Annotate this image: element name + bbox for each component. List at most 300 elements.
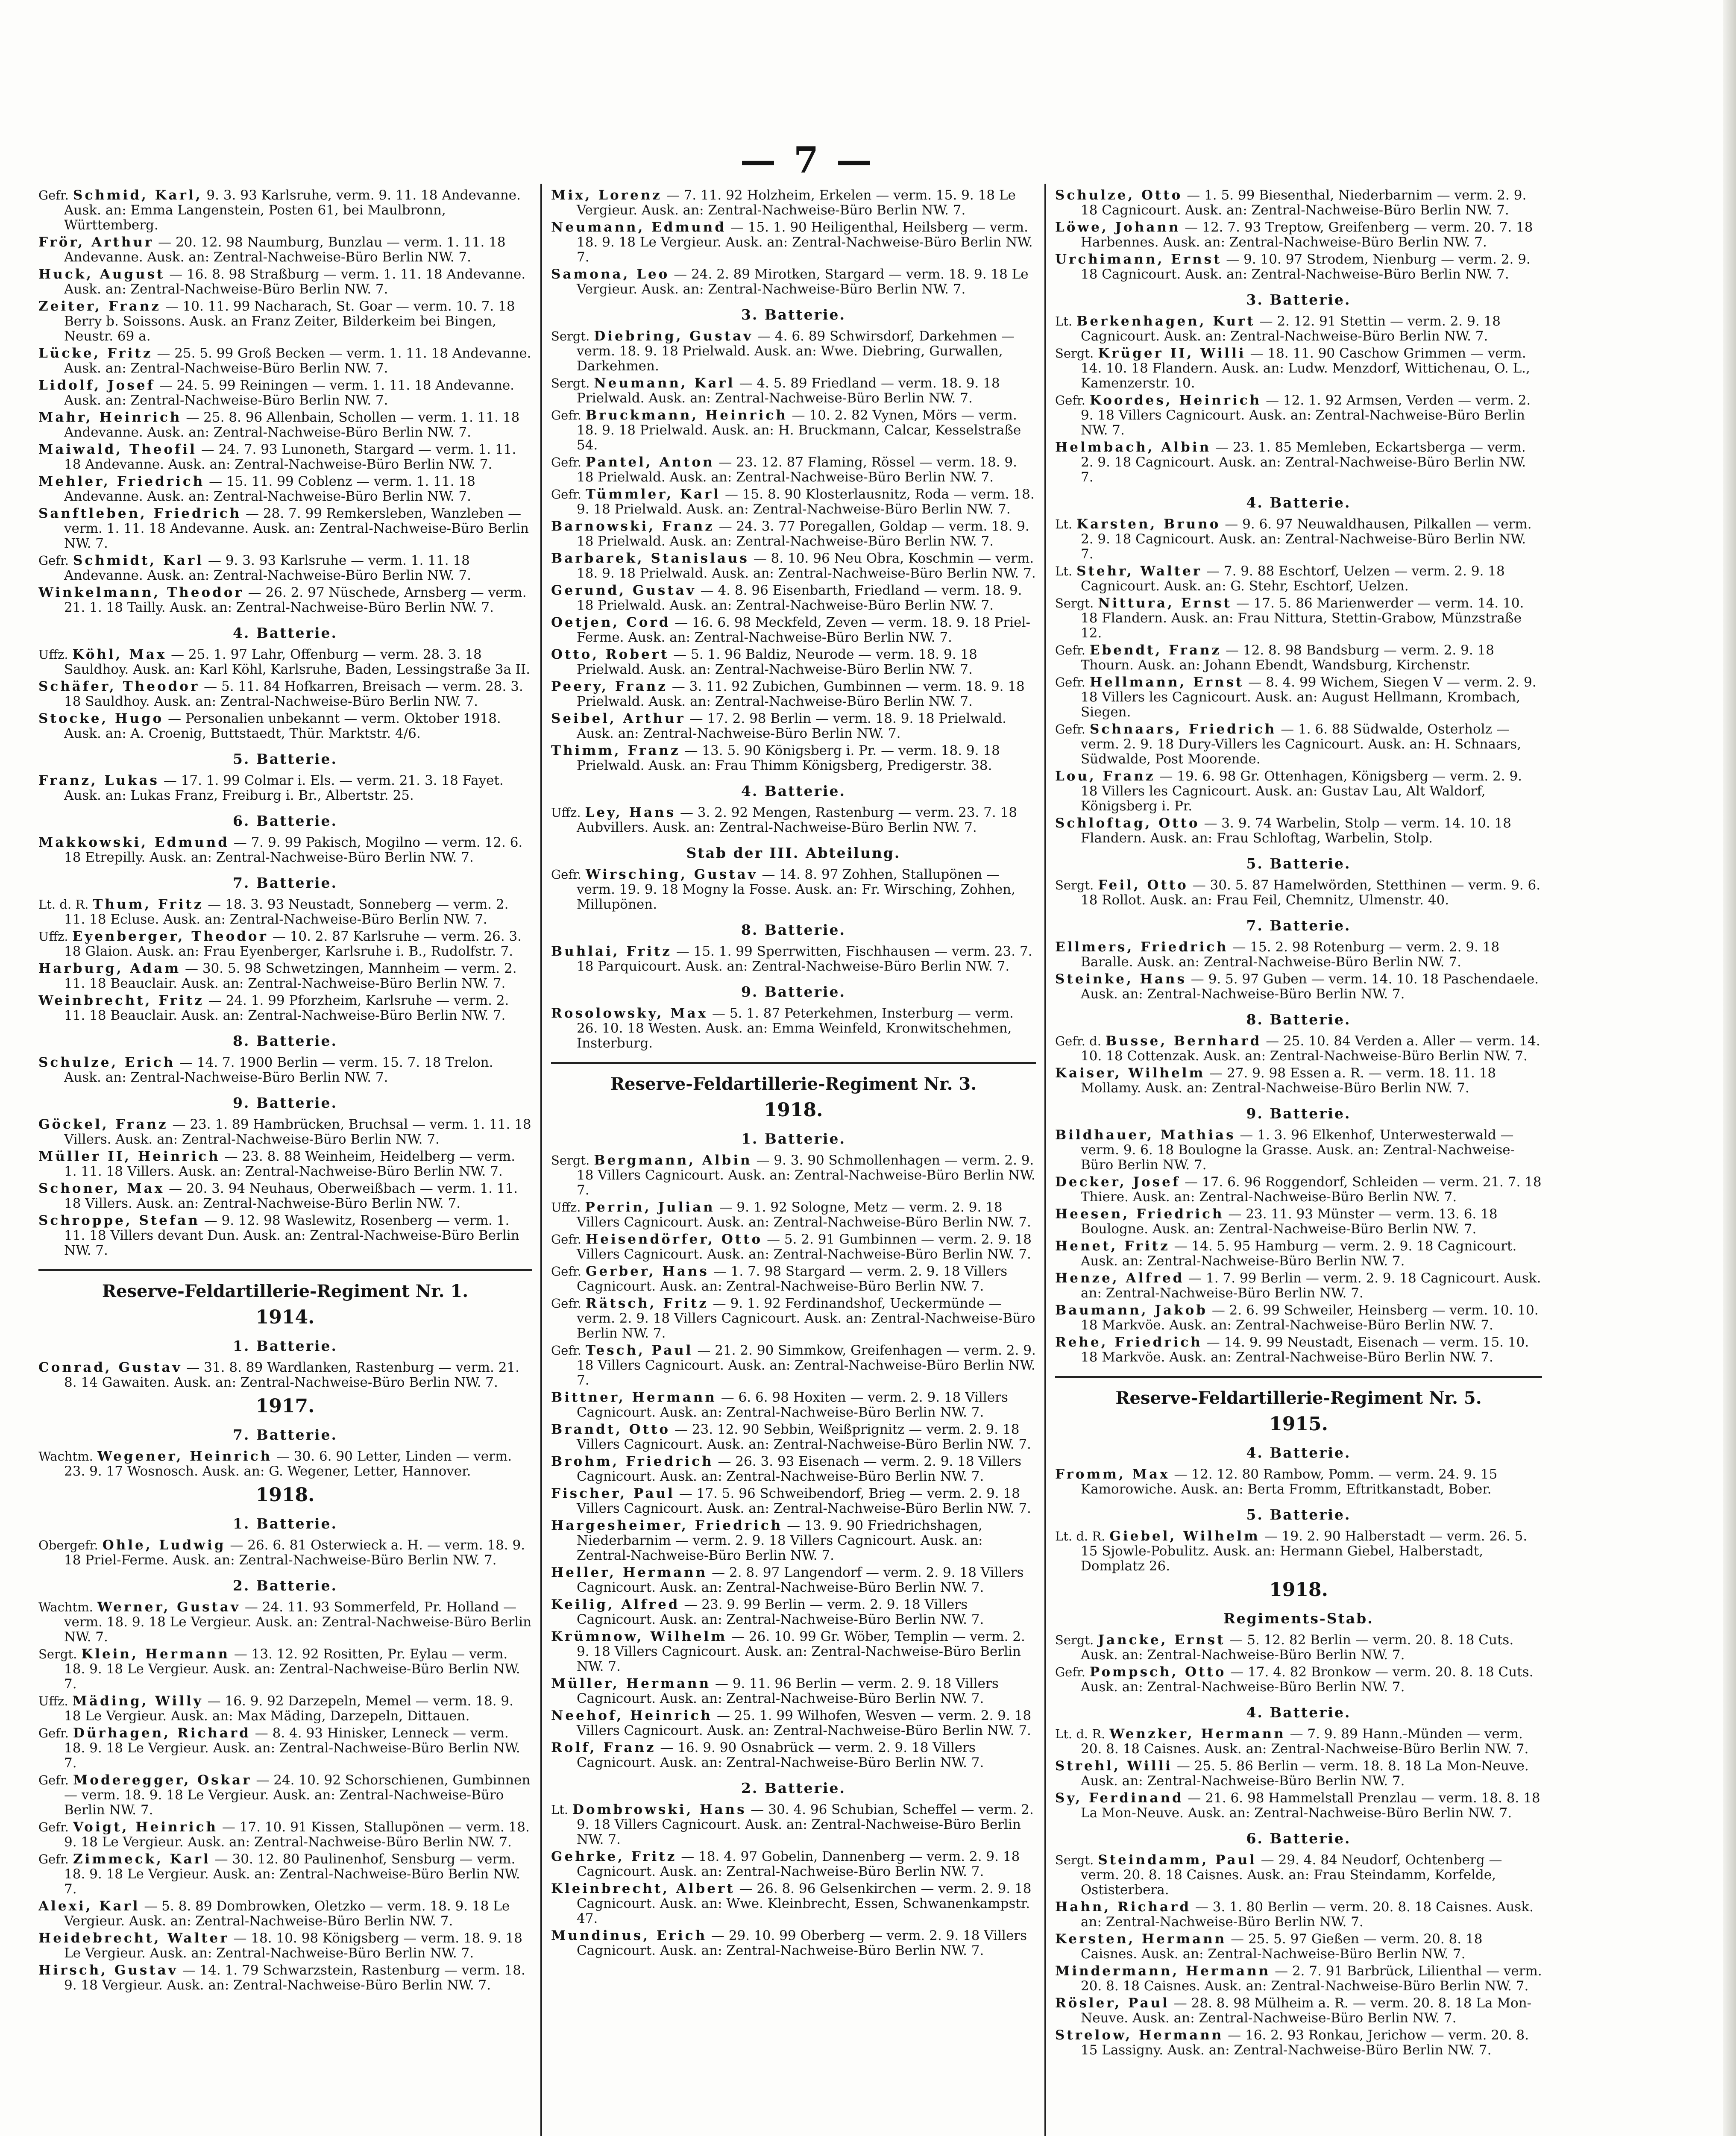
entry-details: — 9. 3. 93 Karlsruhe — verm. 1. 11. 18 Andevanne. Ausk. an: Zentral-Nachweise-Büro Berlin NW. 7. [64,553,472,583]
casualty-entry [551,376,1036,406]
entry-name: Nittura, Ernst [1098,596,1232,611]
entry-name: Neumann, Edmund [551,220,727,235]
entry-details: — 3. 9. 74 Warbelin, Stolp — verm. 14. 10. 18 Flandern. Ausk. an: Frau Schloftag, Warbelin, Stolp. [1081,816,1511,846]
entry-rank: Gefr. [1055,675,1085,690]
entry-name: Klein, Hermann [81,1646,230,1662]
entry-details: — 7. 9. 89 Hann.-Münden — verm. 20. 8. 18 Caisnes. Ausk. an: Zentral-Nachweise-Büro Berlin NW. 7. [1081,1726,1529,1757]
entry-rank: Gefr. [1055,643,1085,657]
entry-name: Fromm, Max [1055,1467,1170,1482]
casualty-entry [1055,596,1542,641]
entry-rank: Lt. [1055,517,1073,531]
casualty-entry [38,929,532,959]
entry-details: — 28. 7. 99 Remkersleben, Wanzleben — verm. 1. 11. 18 Andevanne. Ausk. an: Zentral-Nachweise-Büro Berlin NW. 7. [64,506,529,551]
entry-details: — 21. 2. 90 Simmkow, Greifenhagen — verm. 2. 9. 18 Villers Cagnicourt. Ausk. an: Zentral-Nachweise-Büro Berlin NW. 7. [577,1343,1036,1388]
section-rule [38,1269,532,1271]
entry-rank: Uffz. [38,647,68,662]
entry-name: Lücke, Fritz [38,346,153,361]
entry-details: — 24. 10. 92 Schorschienen, Gumbinnen — verm. 18. 9. 18 Le Vergieur. Ausk. an: Zentral-Nachweise-Büro Berlin NW. 7. [64,1772,531,1818]
entry-name: Krüger II, Willi [1098,346,1246,361]
casualty-entry [38,897,532,927]
casualty-entry [551,1881,1036,1926]
entry-name: Jancke, Ernst [1098,1632,1226,1648]
scan-edge [1723,0,1736,2136]
entry-name: Neumann, Karl [594,376,735,391]
entry-name: Wenzker, Hermann [1109,1726,1286,1742]
entry-name: Zeiter, Franz [38,299,161,314]
entry-details: — 25. 10. 84 Verden a. Aller — verm. 14. 10. 18 Cottenzak. Ausk. an: Zentral-Nachweise-Büro Berlin NW. 7. [1081,1033,1540,1064]
entry-name: Löwe, Johann [1055,220,1181,235]
entry-name: Maiwald, Theofil [38,442,197,457]
column-2 [551,188,1036,2136]
entry-name: Urchimann, Ernst [1055,252,1222,267]
entry-details: — 25. 8. 96 Allenbain, Schollen — verm. 1. 11. 18 Andevanne. Ausk. an: Zentral-Nachweise-Büro Berlin NW. 7. [64,410,520,440]
entry-details: — 23. 9. 99 Berlin — verm. 2. 9. 18 Villers Cagnicourt. Ausk. an: Zentral-Nachweise-Büro Berlin NW. 7. [577,1597,984,1627]
casualty-entry [551,551,1036,581]
casualty-entry [38,1449,532,1479]
entry-name: Rösler, Paul [1055,1995,1170,2011]
casualty-entry [551,519,1036,549]
entry-name: Dürhagen, Richard [73,1725,251,1741]
casualty-entry [1055,1303,1542,1333]
entry-name: Hirsch, Gustav [38,1963,178,1978]
entry-rank: Lt. d. R. [38,897,89,912]
entry-name: Bittner, Hermann [551,1390,717,1405]
battery-heading: 5. Batterie. [1246,855,1351,872]
casualty-entry [1055,564,1542,594]
entry-name: Mäding, Willy [72,1693,203,1709]
entry-details: — 26. 10. 99 Gr. Wöber, Templin — verm. 2. 9. 18 Villers Cagnicourt. Ausk. an: Zentral-Nachweise-Büro Berlin NW. 7. [577,1629,1025,1674]
entry-details: — 18. 11. 90 Caschow Grimmen — verm. 14. 10. 18 Flandern. Ausk. an: Ludw. Menzdorf, Wittichenau, O. L., Kamenzerstr. 10. [1081,346,1530,391]
entry-details: — 5. 1. 96 Baldiz, Neurode — verm. 18. 9. 18 Prielwald. Ausk. an: Zentral-Nachweise-Büro Berlin NW. 7. [577,647,977,677]
entry-details: — 23. 12. 87 Flaming, Rössel — verm. 18. 9. 18 Prielwald. Ausk. an: Zentral-Nachweise-Büro Berlin NW. 7. [577,455,1017,485]
entry-name: Franz, Lukas [38,773,159,788]
entry-rank: Gefr. [38,1773,69,1787]
casualty-entry [38,679,532,709]
entry-name: Mix, Lorenz [551,188,662,203]
entry-name: Ebendt, Franz [1089,643,1222,658]
battery-heading: 7. Batterie. [232,1426,338,1443]
casualty-entry [1055,1964,1542,1994]
entry-details: — 2. 8. 97 Langendorf — verm. 2. 9. 18 Villers Cagnicourt. Ausk. an: Zentral-Nachweise-Büro Berlin NW. 7. [577,1565,1024,1595]
entry-rank: Lt. [1055,314,1073,329]
entry-details: — 17. 10. 91 Kissen, Stallupönen — verm. 18. 9. 18 Le Vergieur. Ausk. an: Zentral-Nachweise-Büro Berlin NW. 7. [64,1819,530,1850]
entry-name: Weinbrecht, Fritz [38,993,204,1008]
entry-name: Tesch, Paul [585,1343,693,1358]
entry-rank: Gefr. [38,188,69,202]
casualty-entry [1055,220,1542,250]
entry-name: Dombrowski, Hans [572,1802,747,1817]
entry-details: — 10. 2. 82 Vynen, Mörs — verm. 18. 9. 18 Prielwald. Ausk. an: H. Bruckmann, Calcar, Kesselstraße 54. [577,408,1021,453]
entry-name: Mahr, Heinrich [38,410,182,425]
entry-name: Rolf, Franz [551,1740,656,1755]
entry-rank: Gefr. [551,1232,581,1247]
entry-details: — 25. 1. 97 Lahr, Offenburg — verm. 28. 3. 18 Sauldhoy. Ausk. an: Karl Köhl, Karlsruhe, Baden, Lessingstraße 3a II. [64,647,531,677]
entry-name: Schmid, Karl, [73,188,202,203]
casualty-entry [551,1296,1036,1341]
entry-details: — 26. 6. 81 Osterwieck a. H. — verm. 18. 9. 18 Priel-Ferme. Ausk. an: Zentral-Nachweise-Büro Berlin NW. 7. [64,1537,525,1568]
casualty-entry [1055,940,1542,970]
entry-details: — 19. 2. 90 Halberstadt — verm. 26. 5. 15 Sjowle-Pobulitz. Ausk. an: Hermann Giebel, Halberstadt, Domplatz 26. [1081,1529,1528,1574]
entry-name: Moderegger, Oskar [73,1772,252,1788]
casualty-entry [38,235,532,265]
entry-name: Conrad, Gustav [38,1360,182,1375]
entry-rank: Wachtm. [38,1449,93,1464]
casualty-entry [1055,1727,1542,1757]
casualty-entry [1055,2028,1542,2058]
casualty-entry [551,711,1036,741]
entry-details: — 8. 10. 96 Neu Obra, Koschmin — verm. 18. 9. 18 Prielwald. Ausk. an: Zentral-Nachweise-Büro Berlin NW. 7. [577,551,1036,581]
entry-details: — 9. 1. 92 Ferdinandshof, Ueckermünde — verm. 2. 9. 18 Villers Cagnicourt. Ausk. an: Zentral-Nachweise-Büro Berlin NW. 7. [577,1296,1035,1341]
entry-name: Köhl, Max [72,647,167,662]
entry-rank: Gefr. [551,455,581,469]
entry-rank: Gefr. [551,1296,581,1311]
entry-name: Tümmler, Karl [585,487,721,502]
entry-name: Ohle, Ludwig [102,1537,226,1553]
entry-details: — 25. 5. 86 Berlin — verm. 18. 8. 18 La Mon-Neuve. Ausk. an: Zentral-Nachweise-Büro Berlin NW. 7. [1081,1758,1529,1789]
casualty-entry [551,679,1036,709]
casualty-entry [551,1518,1036,1563]
casualty-entry [38,299,532,344]
casualty-entry [1055,1996,1542,2026]
entry-name: Schroppe, Stefan [38,1213,200,1228]
entry-details: — 24. 7. 93 Lunoneth, Stargard — verm. 1. 11. 18 Andevanne. Ausk. an: Zentral-Nachweise-Büro Berlin NW. 7. [64,442,516,472]
casualty-entry [38,553,532,583]
casualty-entry [551,1740,1036,1770]
casualty-entry [38,506,532,551]
entry-name: Mindermann, Hermann [1055,1963,1271,1979]
column-divider-right [1044,184,1046,2136]
entry-name: Gerund, Gustav [551,583,696,598]
entry-name: Henze, Alfred [1055,1270,1185,1286]
entry-details: — 12. 8. 98 Bandsburg — verm. 2. 9. 18 Thourn. Ausk. an: Johann Ebendt, Wandsburg, Kirchenstr. [1081,643,1494,673]
entry-name: Winkelmann, Theodor [38,585,244,600]
casualty-entry [1055,1128,1542,1173]
entry-rank: Gefr. [551,487,581,502]
entry-details: — 13. 5. 90 Königsberg i. Pr. — verm. 18. 9. 18 Prielwald. Ausk. an: Frau Thimm Königsberg, Predigerstr. 38. [577,743,1000,773]
casualty-entry [551,1153,1036,1198]
entry-name: Wirsching, Gustav [585,867,758,882]
entry-name: Ley, Hans [585,805,676,820]
battery-heading: 4. Batterie. [741,783,846,799]
entry-details: — 23. 1. 85 Memleben, Eckartsberga — verm. 2. 9. 18 Cagnicourt. Ausk. an: Zentral-Nachweise-Büro Berlin NW. 7. [1081,440,1526,485]
entry-name: Wegener, Heinrich [97,1449,273,1464]
entry-details: — 17. 5. 96 Schweibendorf, Brieg — verm. 2. 9. 18 Villers Cagnicourt. Ausk. an: Zentral-Nachweise-Büro Berlin NW. 7. [577,1486,1031,1516]
entry-details: — 14. 1. 79 Schwarzstein, Rastenburg — verm. 18. 9. 18 Vergieur. Ausk. an: Zentral-Nachweise-Büro Berlin NW. 7. [64,1963,525,1993]
casualty-entry [38,442,532,472]
entry-details: — 24. 1. 99 Pforzheim, Karlsruhe — verm. 2. 11. 18 Beauclair. Ausk. an: Zentral-Nachweise-Büro Berlin NW. 7. [64,993,509,1023]
casualty-entry [551,1928,1036,1958]
casualty-entry [38,1647,532,1692]
casualty-entry [551,743,1036,773]
casualty-entry [551,1232,1036,1262]
entry-details: — 12. 12. 80 Rambow, Pomm. — verm. 24. 9. 15 Kamorowiche. Ausk. an: Berta Fromm, Eftritkanstadt, Bober. [1081,1467,1498,1497]
casualty-entry [551,1343,1036,1388]
entry-name: Huck, August [38,267,165,282]
entry-name: Brandt, Otto [551,1422,671,1437]
column-1 [38,188,532,2136]
entry-details: — 26. 8. 96 Gelsenkirchen — verm. 2. 9. 18 Cagnicourt. Ausk. an: Wwe. Kleinbrecht, Essen, Schwanenkampstr. 47. [577,1881,1032,1926]
entry-details: — 9. 12. 98 Waslewitz, Rosenberg — verm. 1. 11. 18 Villers devant Dun. Ausk. an: Zentral-Nachweise-Büro Berlin NW. 7. [64,1213,519,1258]
casualty-entry [551,1454,1036,1484]
regiment-heading: Reserve-Feldartillerie-Regiment Nr. 3. [610,1074,977,1094]
battery-heading: 2. Batterie. [741,1780,846,1796]
entry-rank: Lt. [1055,564,1073,578]
entry-name: Helmbach, Albin [1055,440,1211,455]
casualty-entry [551,944,1036,974]
casualty-entry [38,1538,532,1568]
casualty-entry [1055,346,1542,391]
entry-rank: Sergt. [1055,346,1094,361]
section-rule [1055,1376,1542,1378]
entry-details: — 5. 1. 87 Peterkehmen, Insterburg — verm. 26. 10. 18 Westen. Ausk. an: Emma Weinfeld, Kronwitschehmen, Insterburg. [577,1006,1014,1051]
entry-name: Schulze, Erich [38,1055,176,1070]
entry-details: — 1. 5. 99 Biesenthal, Niederbarnim — verm. 2. 9. 18 Cagnicourt. Ausk. an: Zentral-Nachweise-Büro Berlin NW. 7. [1081,188,1527,218]
year-heading: 1917. [255,1395,315,1417]
entry-name: Hahn, Richard [1055,1899,1191,1915]
battery-heading: 3. Batterie. [1246,291,1351,308]
entry-name: Rehe, Friedrich [1055,1335,1202,1350]
casualty-entry [551,455,1036,485]
entry-rank: Gefr. [551,1264,581,1279]
battery-heading: 8. Batterie. [1246,1011,1351,1028]
entry-details: — 23. 8. 88 Weinheim, Heidelberg — verm. 1. 11. 18 Villers. Ausk. an: Zentral-Nachweise-Büro Berlin NW. 7. [64,1149,516,1179]
entry-details: — 26. 3. 93 Eisenach — verm. 2. 9. 18 Villers Cagnicourt. Ausk. an: Zentral-Nachweise-Büro Berlin NW. 7. [577,1454,1022,1484]
entry-details: — 18. 3. 93 Neustadt, Sonneberg — verm. 2. 11. 18 Ecluse. Ausk. an: Zentral-Nachweise-Büro Berlin NW. 7. [64,897,509,927]
entry-rank: Sergt. [551,1153,590,1168]
entry-rank: Sergt. [551,376,590,390]
casualty-entry [551,1565,1036,1595]
entry-details: — 3. 2. 92 Mengen, Rastenburg — verm. 23. 7. 18 Aubvillers. Ausk. an: Zentral-Nachweise-Büro Berlin NW. 7. [577,805,1018,835]
entry-name: Alexi, Karl [38,1898,140,1914]
entry-rank: Sergt. [1055,878,1094,892]
entry-name: Steinke, Hans [1055,971,1187,987]
entry-details: — 14. 7. 1900 Berlin — verm. 15. 7. 18 Trelon. Ausk. an: Zentral-Nachweise-Büro Berlin NW. 7. [64,1055,493,1085]
entry-rank: Uffz. [551,805,581,820]
entry-details: — 2. 12. 91 Stettin — verm. 2. 9. 18 Cagnicourt. Ausk. an: Zentral-Nachweise-Büro Berlin NW. 7. [1081,314,1501,344]
entry-name: Strehl, Willi [1055,1758,1173,1774]
casualty-entry [551,220,1036,265]
entry-name: Strelow, Hermann [1055,2027,1224,2043]
casualty-entry [38,1600,532,1645]
casualty-entry [1055,1900,1542,1930]
entry-name: Giebel, Wilhelm [1109,1529,1260,1544]
casualty-entry [1055,878,1542,908]
entry-name: Barbarek, Stanislaus [551,551,749,566]
entry-rank: Gefr. [38,1820,69,1834]
entry-details: — 17. 1. 99 Colmar i. Els. — verm. 21. 3. 18 Fayet. Ausk. an: Lukas Franz, Freiburg i. Br., Albertstr. 25. [64,773,504,803]
entry-name: Werner, Gustav [97,1599,241,1615]
entry-details: — 15. 1. 90 Heiligenthal, Heilsberg — verm. 18. 9. 18 Le Vergieur. Ausk. an: Zentral-Nachweise-Büro Berlin NW. 7. [577,220,1033,265]
entry-name: Stehr, Walter [1076,563,1202,579]
casualty-entry [551,267,1036,297]
entry-details: — 29. 4. 84 Neudorf, Ochtenberg — verm. 20. 8. 18 Caisnes. Ausk. an: Frau Steindamm, Korfelde, Ostisterbera. [1081,1852,1502,1898]
entry-details: — 5. 2. 91 Gumbinnen — verm. 2. 9. 18 Villers Cagnicourt. Ausk. an: Zentral-Nachweise-Büro Berlin NW. 7. [577,1232,1032,1262]
entry-details: — 3. 11. 92 Zubichen, Gumbinnen — verm. 18. 9. 18 Prielwald. Ausk. an: Zentral-Nachweise-Büro Berlin NW. 7. [577,679,1025,709]
entry-name: Bruckmann, Heinrich [585,408,788,423]
entry-name: Lou, Franz [1055,769,1155,784]
entry-details: — 9. 6. 97 Neuwaldhausen, Pilkallen — verm. 2. 9. 18 Cagnicourt. Ausk. an: Zentral-Nachweise-Büro Berlin NW. 7. [1081,516,1532,562]
entry-details: — 20. 3. 94 Neuhaus, Oberweißbach — verm. 1. 11. 18 Villers. Ausk. an: Zentral-Nachweise-Büro Berlin NW. 7. [64,1181,518,1211]
entry-name: Neehof, Heinrich [551,1708,713,1723]
year-heading: 1918. [764,1099,823,1121]
entry-details: — 9. 1. 92 Sologne, Metz — verm. 2. 9. 18 Villers Cagnicourt. Ausk. an: Zentral-Nachweise-Büro Berlin NW. 7. [577,1200,1031,1230]
casualty-entry [38,1149,532,1179]
entry-rank: Lt. [551,1802,569,1817]
entry-name: Hellmann, Ernst [1089,675,1244,690]
casualty-entry [38,410,532,440]
casualty-entry [1055,517,1542,562]
casualty-entry [551,329,1036,374]
casualty-entry [1055,1853,1542,1898]
casualty-entry [551,1597,1036,1627]
entry-rank: Gefr. [1055,393,1085,408]
entry-name: Berkenhagen, Kurt [1076,314,1255,329]
casualty-entry [38,267,532,297]
casualty-entry [1055,1239,1542,1269]
entry-details: — 23. 1. 89 Hambrücken, Bruchsal — verm. 1. 11. 18 Villers. Ausk. an: Zentral-Nachweise-Büro Berlin NW. 7. [64,1117,531,1147]
battery-heading: 4. Batterie. [232,625,338,641]
entry-details: — 6. 6. 98 Hoxiten — verm. 2. 9. 18 Villers Cagnicourt. Ausk. an: Zentral-Nachweise-Büro Berlin NW. 7. [577,1390,1008,1420]
casualty-entry [1055,393,1542,438]
entry-name: Karsten, Bruno [1076,516,1221,532]
entry-name: Perrin, Julian [585,1200,715,1215]
entry-name: Keilig, Alfred [551,1597,680,1612]
battery-heading: Regiments-Stab. [1223,1610,1374,1627]
casualty-entry [1055,1034,1542,1064]
regiment-heading: Reserve-Feldartillerie-Regiment Nr. 1. [102,1281,469,1301]
casualty-entry [1055,1207,1542,1237]
casualty-entry [38,711,532,741]
entry-rank: Sergt. [1055,596,1094,610]
entry-details: — 18. 10. 98 Königsberg — verm. 18. 9. 18 Le Vergieur. Ausk. an: Zentral-Nachweise-Büro Berlin NW. 7. [64,1931,522,1961]
casualty-entry [551,1422,1036,1452]
battery-heading: 9. Batterie. [1246,1105,1351,1122]
casualty-entry [1055,972,1542,1002]
entry-name: Mundinus, Erich [551,1928,707,1943]
casualty-entry [551,1006,1036,1051]
entry-rank: Gefr. [38,553,69,568]
entry-name: Diebring, Gustav [594,329,754,344]
entry-details: — 16. 8. 98 Straßburg — verm. 1. 11. 18 Andevanne. Ausk. an: Zentral-Nachweise-Büro Berlin NW. 7. [64,267,526,297]
entry-name: Rosolowsky, Max [551,1006,708,1021]
year-heading: 1918. [1269,1579,1328,1601]
entry-name: Rätsch, Fritz [585,1296,709,1311]
casualty-entry [38,773,532,803]
entry-details: — 25. 1. 99 Wilhofen, Wesven — verm. 2. 9. 18 Villers Cagnicourt. Ausk. an: Zentral-Nachweise-Büro Berlin NW. 7. [577,1708,1032,1738]
entry-rank: Lt. d. R. [1055,1727,1106,1741]
entry-details: — 15. 8. 90 Klosterlausnitz, Roda — verm. 18. 9. 18 Prielwald. Ausk. an: Zentral-Nachweise-Büro Berlin NW. 7. [577,487,1035,517]
entry-name: Decker, Josef [1055,1174,1181,1190]
entry-name: Thum, Fritz [93,897,204,912]
entry-name: Fischer, Paul [551,1486,675,1501]
entry-name: Otto, Robert [551,647,669,662]
casualty-entry [1055,1335,1542,1365]
entry-details: — 24. 5. 99 Reiningen — verm. 1. 11. 18 Andevanne. Ausk. an: Zentral-Nachweise-Büro Berlin NW. 7. [64,378,515,408]
casualty-entry [551,1390,1036,1420]
entry-name: Eyenberger, Theodor [72,929,268,944]
casualty-entry [551,487,1036,517]
battery-heading: Stab der III. Abteilung. [686,845,901,861]
casualty-entry [38,585,532,615]
entry-rank: Gefr. [551,1343,581,1358]
casualty-entry [1055,1529,1542,1574]
entry-details: — 4. 8. 96 Eisenbarth, Friedland — verm. 18. 9. 18 Prielwald. Ausk. an: Zentral-Nachweise-Büro Berlin NW. 7. [577,583,1022,613]
casualty-entry [551,408,1036,453]
entry-details: — 1. 3. 96 Elkenhof, Unterwesterwald — verm. 9. 6. 18 Boulogne la Grasse. Ausk. an: Zentral-Nachweise-Büro Berlin NW. 7. [1081,1127,1515,1173]
entry-name: Kleinbrecht, Albert [551,1881,735,1896]
casualty-entry [38,835,532,865]
entry-name: Heidebrecht, Walter [38,1931,229,1946]
casualty-entry [1055,722,1542,767]
entry-details: — 8. 4. 99 Wichem, Siegen V — verm. 2. 9. 18 Villers les Cagnicourt. Ausk. an: August Hellmann, Krombach, Siegen. [1081,675,1537,720]
casualty-entry [38,1360,532,1390]
entry-details: — 1. 6. 88 Südwalde, Osterholz — verm. 2. 9. 18 Dury-Villers les Cagnicourt. Ausk. an: H. Schnaars, Südwalde, Post Moorende. [1081,722,1522,767]
casualty-entry [38,1899,532,1929]
entry-details: — 14. 8. 97 Zohhen, Stallupönen — verm. 19. 9. 18 Mogny la Fosse. Ausk. an: Fr. Wirsching, Zohhen, Millupönen. [577,867,1015,912]
entry-details: — 15. 11. 99 Coblenz — verm. 1. 11. 18 Andevanne. Ausk. an: Zentral-Nachweise-Büro Berlin NW. 7. [64,474,475,504]
entry-name: Gehrke, Fritz [551,1849,677,1864]
entry-details: — 7. 9. 88 Eschtorf, Uelzen — verm. 2. 9. 18 Cagnicourt. Ausk. an: G. Stehr, Eschtorf, Uelzen. [1081,563,1505,594]
entry-name: Müller, Hermann [551,1676,711,1691]
entry-rank: Sergt. [38,1647,77,1661]
entry-details: — 21. 6. 98 Hammelstall Prenzlau — verm. 18. 8. 18 La Mon-Neuve. Ausk. an: Zentral-Nachweise-Büro Berlin NW. 7. [1081,1790,1540,1821]
entry-details: — 5. 11. 84 Hofkarren, Breisach — verm. 28. 3. 18 Sauldhoy. Ausk. an: Zentral-Nachweise-Büro Berlin NW. 7. [64,679,523,709]
entry-details: — 4. 5. 89 Friedland — verm. 18. 9. 18 Prielwald. Ausk. an: Zentral-Nachweise-Büro Berlin NW. 7. [577,376,1000,406]
entry-details: — 15. 2. 98 Rotenburg — verm. 2. 9. 18 Baralle. Ausk. an: Zentral-Nachweise-Büro Berlin NW. 7. [1081,939,1500,970]
entry-details: — 13. 12. 92 Rositten, Pr. Eylau — verm. 18. 9. 18 Le Vergieur. Ausk. an: Zentral-Nachweise-Büro Berlin NW. 7. [64,1646,520,1692]
entry-details: — 7. 9. 99 Pakisch, Mogilno — verm. 12. 6. 18 Etrepilly. Ausk. an: Zentral-Nachweise-Büro Berlin NW. 7. [64,835,523,865]
casualty-entry [551,615,1036,645]
entry-name: Mehler, Friedrich [38,474,205,489]
entry-name: Makkowski, Edmund [38,835,229,850]
battery-heading: 4. Batterie. [1246,1704,1351,1721]
battery-heading: 7. Batterie. [1246,917,1351,934]
entry-name: Heller, Hermann [551,1565,708,1580]
entry-details: — 30. 12. 80 Paulinenhof, Sensburg — verm. 18. 9. 18 Le Vergieur. Ausk. an: Zentral-Nachweise-Büro Berlin NW. 7. [64,1851,520,1897]
casualty-entry [38,647,532,677]
entry-name: Hargesheimer, Friedrich [551,1518,783,1533]
regiment-heading: Reserve-Feldartillerie-Regiment Nr. 5. [1115,1388,1482,1408]
casualty-entry [551,867,1036,912]
entry-name: Göckel, Franz [38,1117,168,1132]
entry-details: — 17. 5. 86 Marienwerder — verm. 14. 10. 18 Flandern. Ausk. an: Frau Nittura, Stettin-Grabow, Münzstraße 12. [1081,596,1524,641]
entry-name: Steindamm, Paul [1098,1852,1257,1868]
entry-name: Koordes, Heinrich [1089,393,1262,408]
casualty-entry [38,188,532,233]
entry-details: — 1. 7. 98 Stargard — verm. 2. 9. 18 Villers Cagnicourt. Ausk. an: Zentral-Nachweise-Büro Berlin NW. 7. [577,1264,1008,1294]
entry-name: Pantel, Anton [585,455,715,470]
entry-name: Henet, Fritz [1055,1238,1170,1254]
casualty-entry [38,1117,532,1147]
battery-heading: 5. Batterie. [1246,1506,1351,1523]
entry-details: — 23. 12. 90 Sebbin, Weißprignitz — verm. 2. 9. 18 Villers Cagnicourt. Ausk. an: Zentral-Nachweise-Büro Berlin NW. 7. [577,1422,1031,1452]
entry-rank: Gefr. [38,1726,69,1740]
casualty-entry [1055,1932,1542,1962]
entry-details: — 14. 5. 95 Hamburg — verm. 2. 9. 18 Cagnicourt. Ausk. an: Zentral-Nachweise-Büro Berlin NW. 7. [1081,1238,1517,1269]
entry-details: — 10. 11. 99 Nacharach, St. Goar — verm. 10. 7. 18 Berry b. Soissons. Ausk. an Franz Zeiter, Bilderkeim bei Bingen, Neustr. 69 a. [64,299,515,344]
casualty-entry [551,1849,1036,1879]
entry-details: — 8. 4. 93 Hinisker, Lenneck — verm. 18. 9. 18 Le Vergieur. Ausk. an: Zentral-Nachweise-Büro Berlin NW. 7. [64,1725,520,1771]
casualty-entry [551,1802,1036,1847]
entry-details: — 13. 9. 90 Friedrichshagen, Niederbarnim — verm. 2. 9. 18 Villers Cagnicourt. Ausk. an: Zentral-Nachweise-Büro Berlin NW. 7. [577,1518,983,1563]
casualty-entry [1055,1066,1542,1096]
battery-heading: 9. Batterie. [741,983,846,1000]
battery-heading: 1. Batterie. [232,1515,338,1532]
entry-rank: Gefr. [1055,1665,1085,1679]
year-heading: 1918. [255,1484,315,1506]
entry-name: Samona, Leo [551,267,670,282]
casualty-entry [551,1200,1036,1230]
